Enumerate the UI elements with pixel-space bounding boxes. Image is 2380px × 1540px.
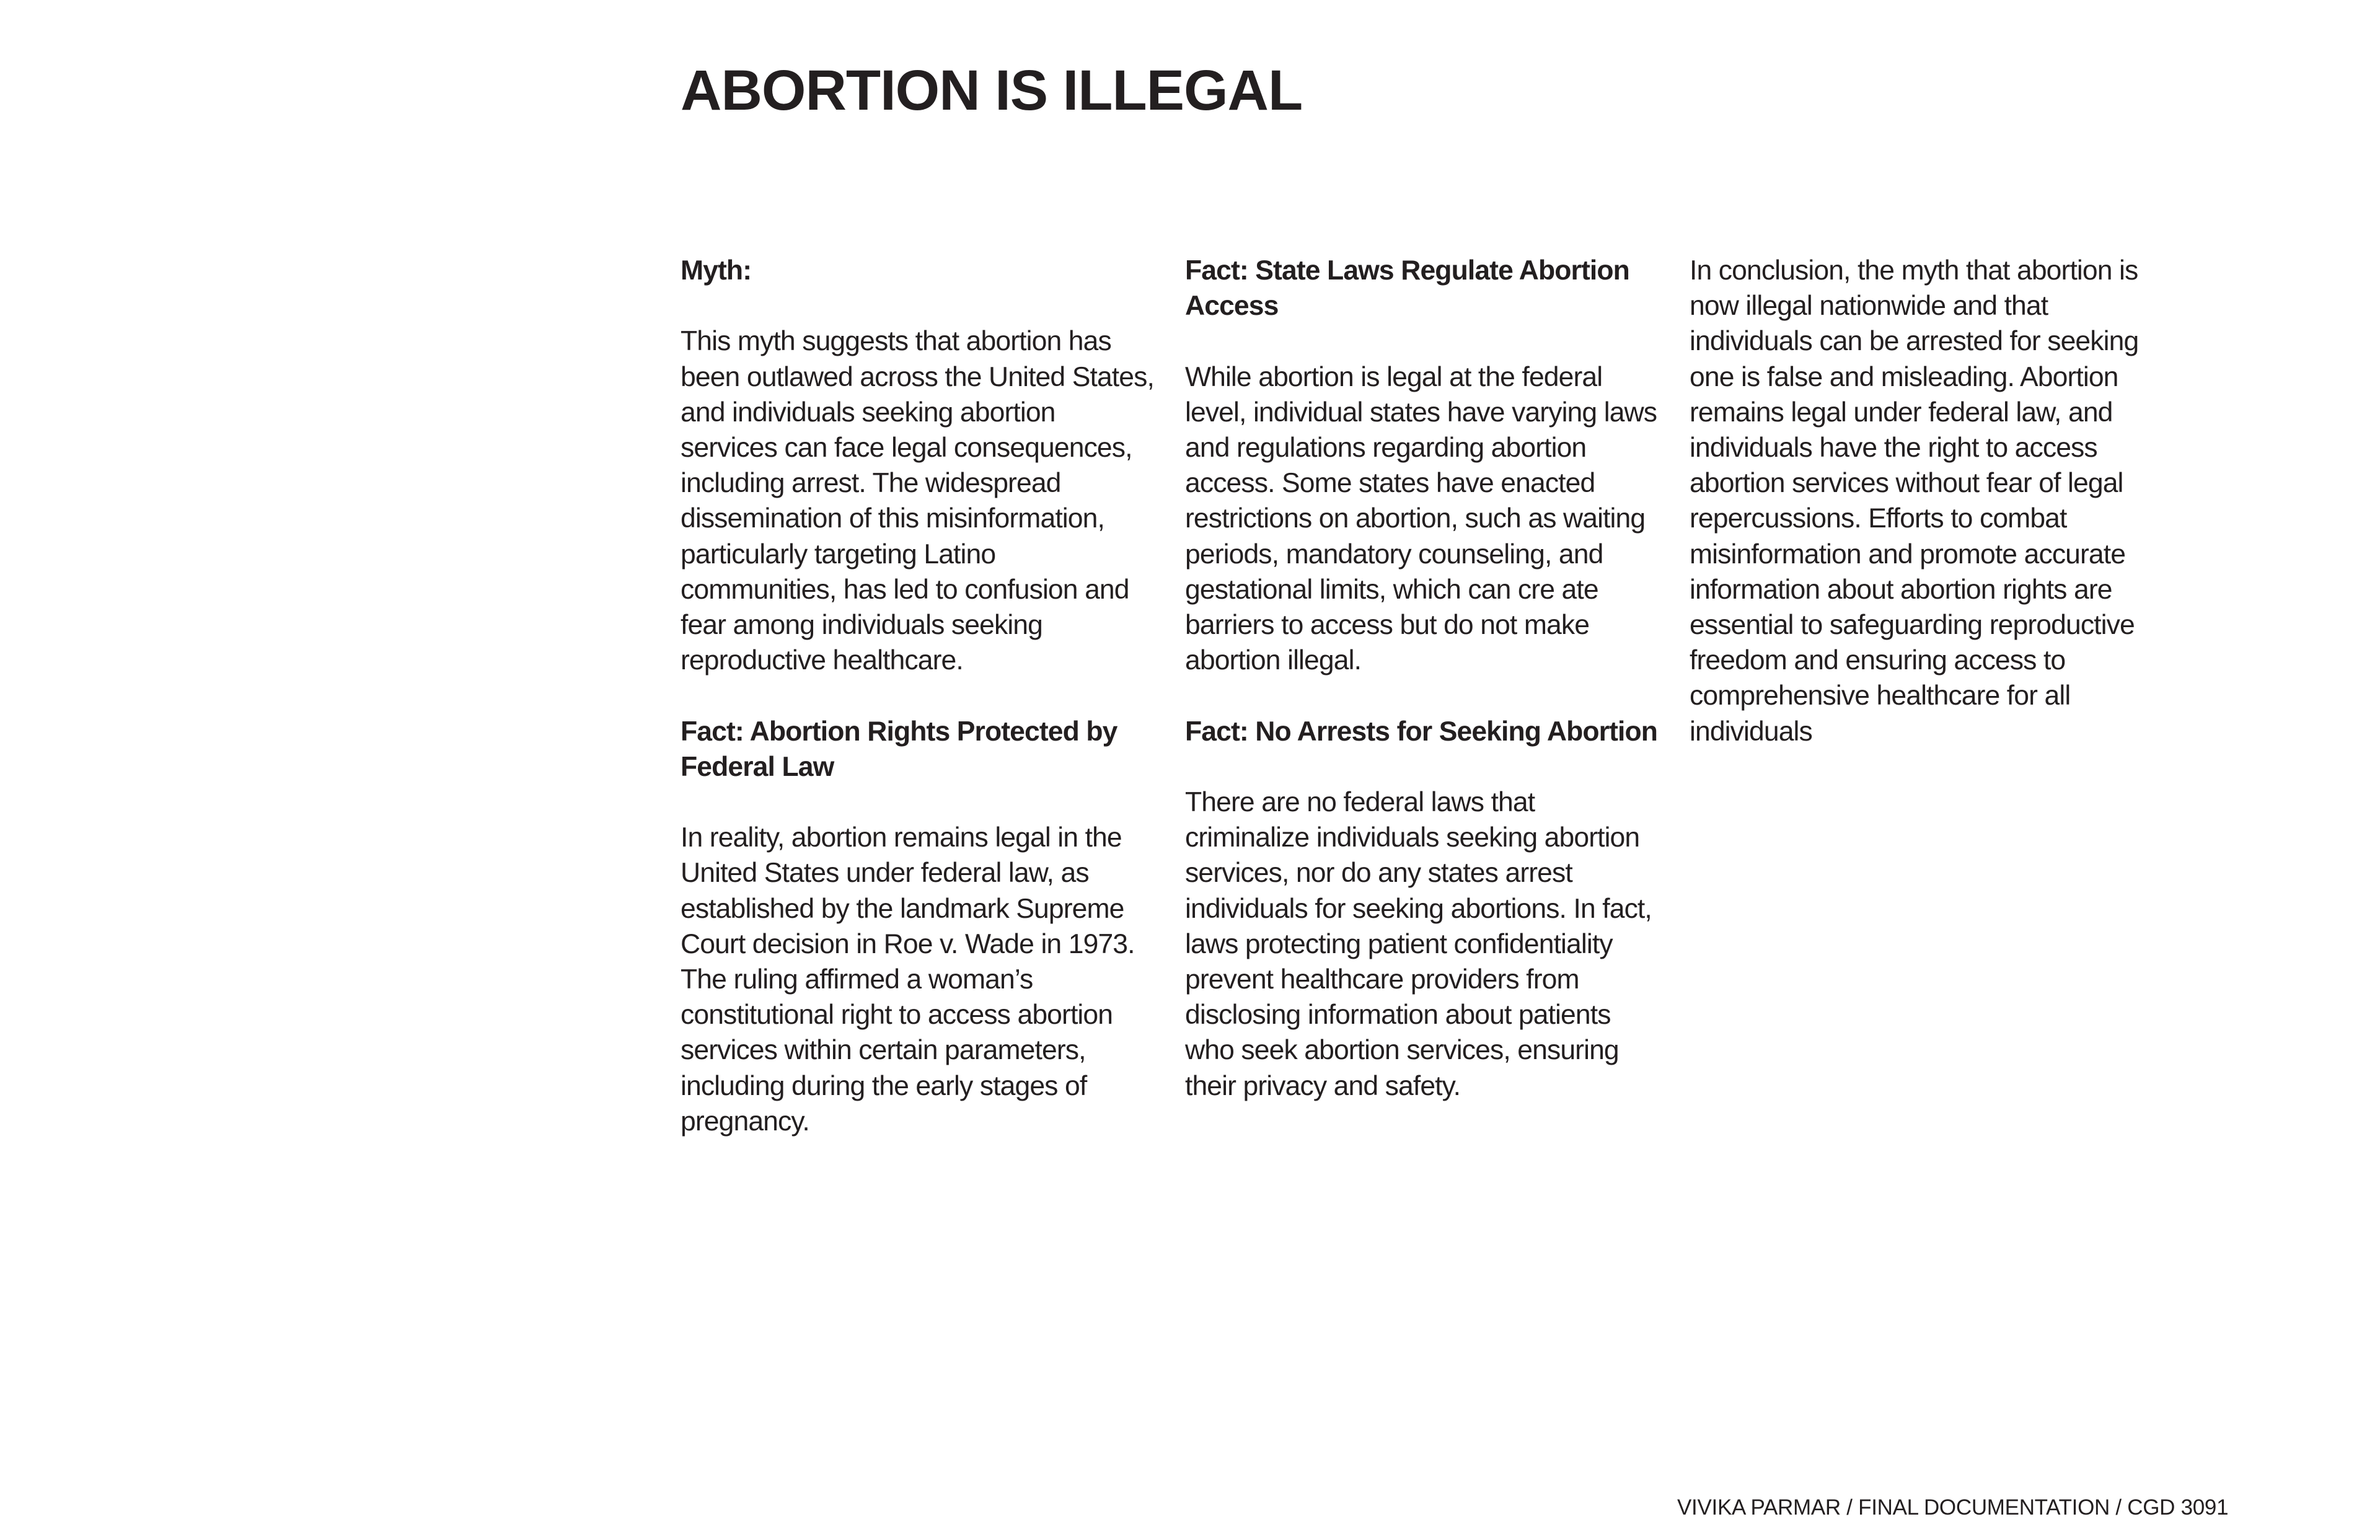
fact-state-heading: Fact: State Laws Regulate Abortion Access: [1185, 255, 1629, 322]
footer-credit: VIVIKA PARMAR / FINAL DOCUMENTATION / CGD 3091: [1677, 1495, 2229, 1520]
fact-state-section: [1185, 253, 1662, 678]
column-left: [681, 253, 1158, 1139]
fact-arrests-heading: Fact: No Arrests for Seeking Abortion: [1185, 716, 1658, 747]
fact-federal-section: [681, 714, 1158, 1139]
column-right: [1690, 253, 2167, 749]
fact-arrests-body: There are no federal laws that criminalize individuals seeking abortion services, nor do any states arrest individuals for seeking abortions. In fact, laws protecting patient confidentiality prevent healthcare providers from disclosing information about patients who seek abortion services, ensuring their privacy and safety.: [1185, 787, 1652, 1101]
fact-federal-heading: Fact: Abortion Rights Protected by Federal Law: [681, 716, 1117, 782]
fact-arrests-section: [1185, 714, 1662, 1104]
column-middle: [1185, 253, 1662, 1104]
myth-heading: Myth:: [681, 255, 752, 286]
page-title: ABORTION IS ILLEGAL: [681, 59, 1303, 122]
conclusion-text: In conclusion, the myth that abortion is now illegal nationwide and that individuals can be arrested for seeking one is false and misleading. Abortion remains legal under federal law, and individuals have the right to access abortion services without fear of legal repercussions. Efforts to combat misinformation and promote accurate information about abortion rights are essential to safeguarding reproductive freedom and ensuring access to comprehensive healthcare for all individuals: [1690, 255, 2139, 747]
myth-body: This myth suggests that abortion has been outlawed across the United States, and individuals seeking abortion services can face legal consequences, including arrest. The widespread dissemination of this misinformation, particularly targeting Latino communities, has led to confusion and fear among individuals seeking reproductive healthcare.: [681, 326, 1154, 676]
fact-state-body: While abortion is legal at the federal level, individual states have varying laws and regulations regarding abortion access. Some states have enacted restrictions on abortion, such as waiting periods, mandatory counseling, and gestational limits, which can cre ate barriers to access but do not make abortion illegal.: [1185, 361, 1657, 676]
myth-section: [681, 253, 1158, 678]
fact-federal-body: In reality, abortion remains legal in the United States under federal law, as established by the landmark Supreme Court decision in Roe v. Wade in 1973. The ruling affirmed a woman’s constitutional right to access abortion services within certain parameters, including during the early stages of pregnancy.: [681, 822, 1135, 1137]
